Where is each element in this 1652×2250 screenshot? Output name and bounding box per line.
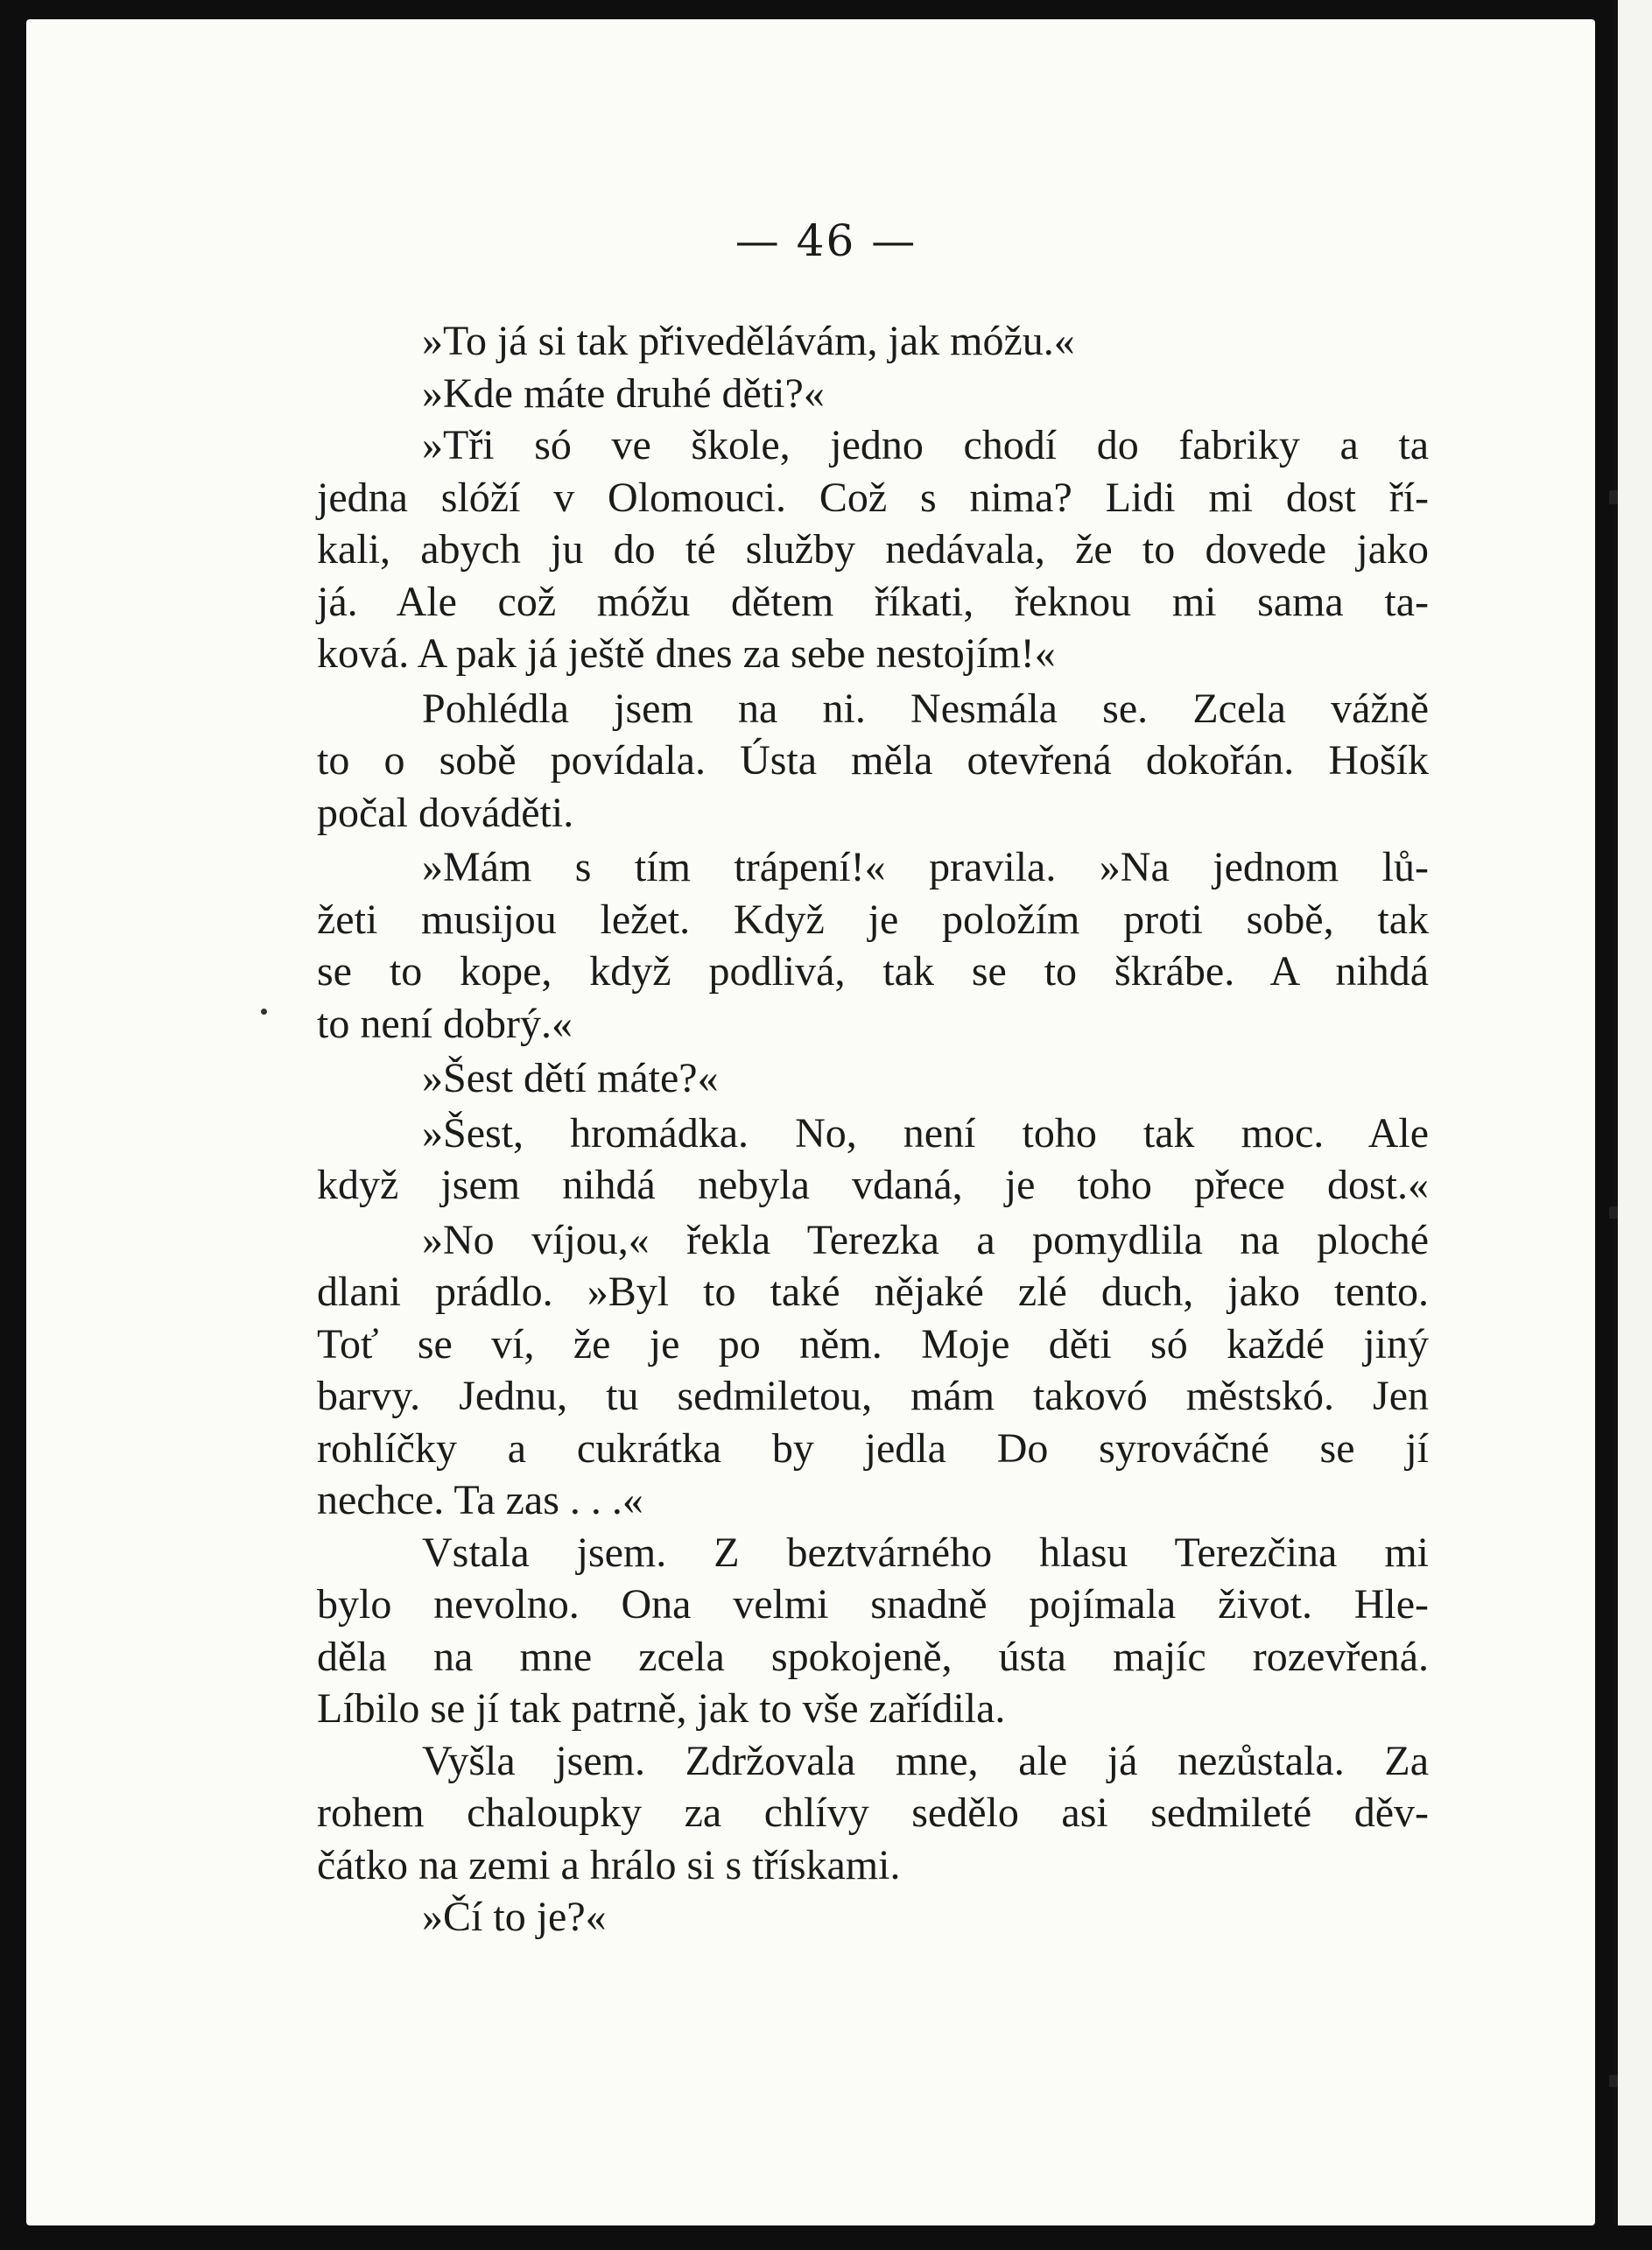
text-line: Vstala jsem. Z beztvárného hlasu Terezčina mi	[422, 1529, 1429, 1576]
text-line: když jsem nihdá nebyla vdaná, je toho přece dost.«	[317, 1162, 1429, 1208]
text-line: »No víjou,« řekla Terezka a pomydlila na ploché	[422, 1216, 1429, 1263]
page-gutter-line	[1613, 0, 1618, 2250]
edge-mark	[1609, 490, 1618, 504]
text-line: rohlíčky a cukrátka by jedla Do syrováčné se jí	[317, 1424, 1429, 1472]
text-line: »Šest dětí máte?«	[422, 1055, 719, 1101]
text-line: čátko na zemi a hrálo si s třískami.	[317, 1841, 901, 1888]
body-text	[317, 315, 1429, 1944]
text-line: »To já si tak přivedělávám, jak móžu.«	[422, 318, 1075, 364]
text-line: »Tři só ve škole, jedno chodí do fabriky a ta	[422, 422, 1429, 468]
text-line: se to kope, když podlivá, tak se to škrábe. A nihdá	[317, 948, 1429, 995]
text-line: nechce. Ta zas . . .«	[317, 1477, 643, 1523]
print-speck	[261, 1009, 267, 1015]
text-line: žeti musijou ležet. Když je položím proti sobě, tak	[317, 896, 1429, 943]
scan-border-bottom	[0, 2225, 1652, 2250]
next-page-edge	[1613, 0, 1652, 2250]
text-line: Pohlédla jsem na ni. Nesmála se. Zcela vážně	[422, 685, 1429, 732]
edge-mark	[1609, 2075, 1618, 2087]
text-line: to o sobě povídala. Ústa měla otevřená dokořán. Hošík	[317, 737, 1429, 784]
text-line: děla na mne zcela spokojeně, ústa majíc rozevřená.	[317, 1633, 1429, 1680]
text-line: »Šest, hromádka. No, není toho tak moc. Ale	[422, 1109, 1429, 1157]
text-line: »Mám s tím trápení!« pravila. »Na jednom lů-	[422, 844, 1429, 890]
page-number: — 46 —	[735, 215, 917, 266]
text-line: bylo nevolno. Ona velmi snadně pojímala život. Hle-	[317, 1581, 1429, 1628]
text-line: Toť se ví, že je po něm. Moje děti só každé jiný	[317, 1320, 1429, 1368]
text-line: Líbilo se jí tak patrně, jak to vše zařídila.	[317, 1685, 1006, 1732]
text-line: ková. A pak já ještě dnes za sebe nestojím!«	[317, 630, 1056, 677]
text-line: »Čí to je?«	[422, 1894, 607, 1940]
text-line: barvy. Jednu, tu sedmiletou, mám takovó městskó. Jen	[317, 1373, 1429, 1419]
text-line: to není dobrý.«	[317, 1000, 573, 1047]
text-line: rohem chaloupky za chlívy sedělo asi sedmileté děv-	[317, 1789, 1429, 1836]
text-line: Vyšla jsem. Zdržovala mne, ale já nezůstala. Za	[422, 1737, 1429, 1784]
edge-mark	[1609, 1206, 1618, 1219]
text-line: počal dováděti.	[317, 789, 574, 836]
text-line: kali, abych ju do té služby nedávala, že to dovede jako	[317, 526, 1429, 573]
text-line: já. Ale což móžu dětem říkati, řeknou mi sama ta-	[317, 578, 1429, 625]
text-line: dlani prádlo. »Byl to také nějaké zlé duch, jako tento.	[317, 1269, 1429, 1315]
text-line: jedna slóží v Olomouci. Což s nima? Lidi mi dost ří-	[317, 474, 1429, 521]
text-line: »Kde máte druhé děti?«	[422, 369, 825, 417]
